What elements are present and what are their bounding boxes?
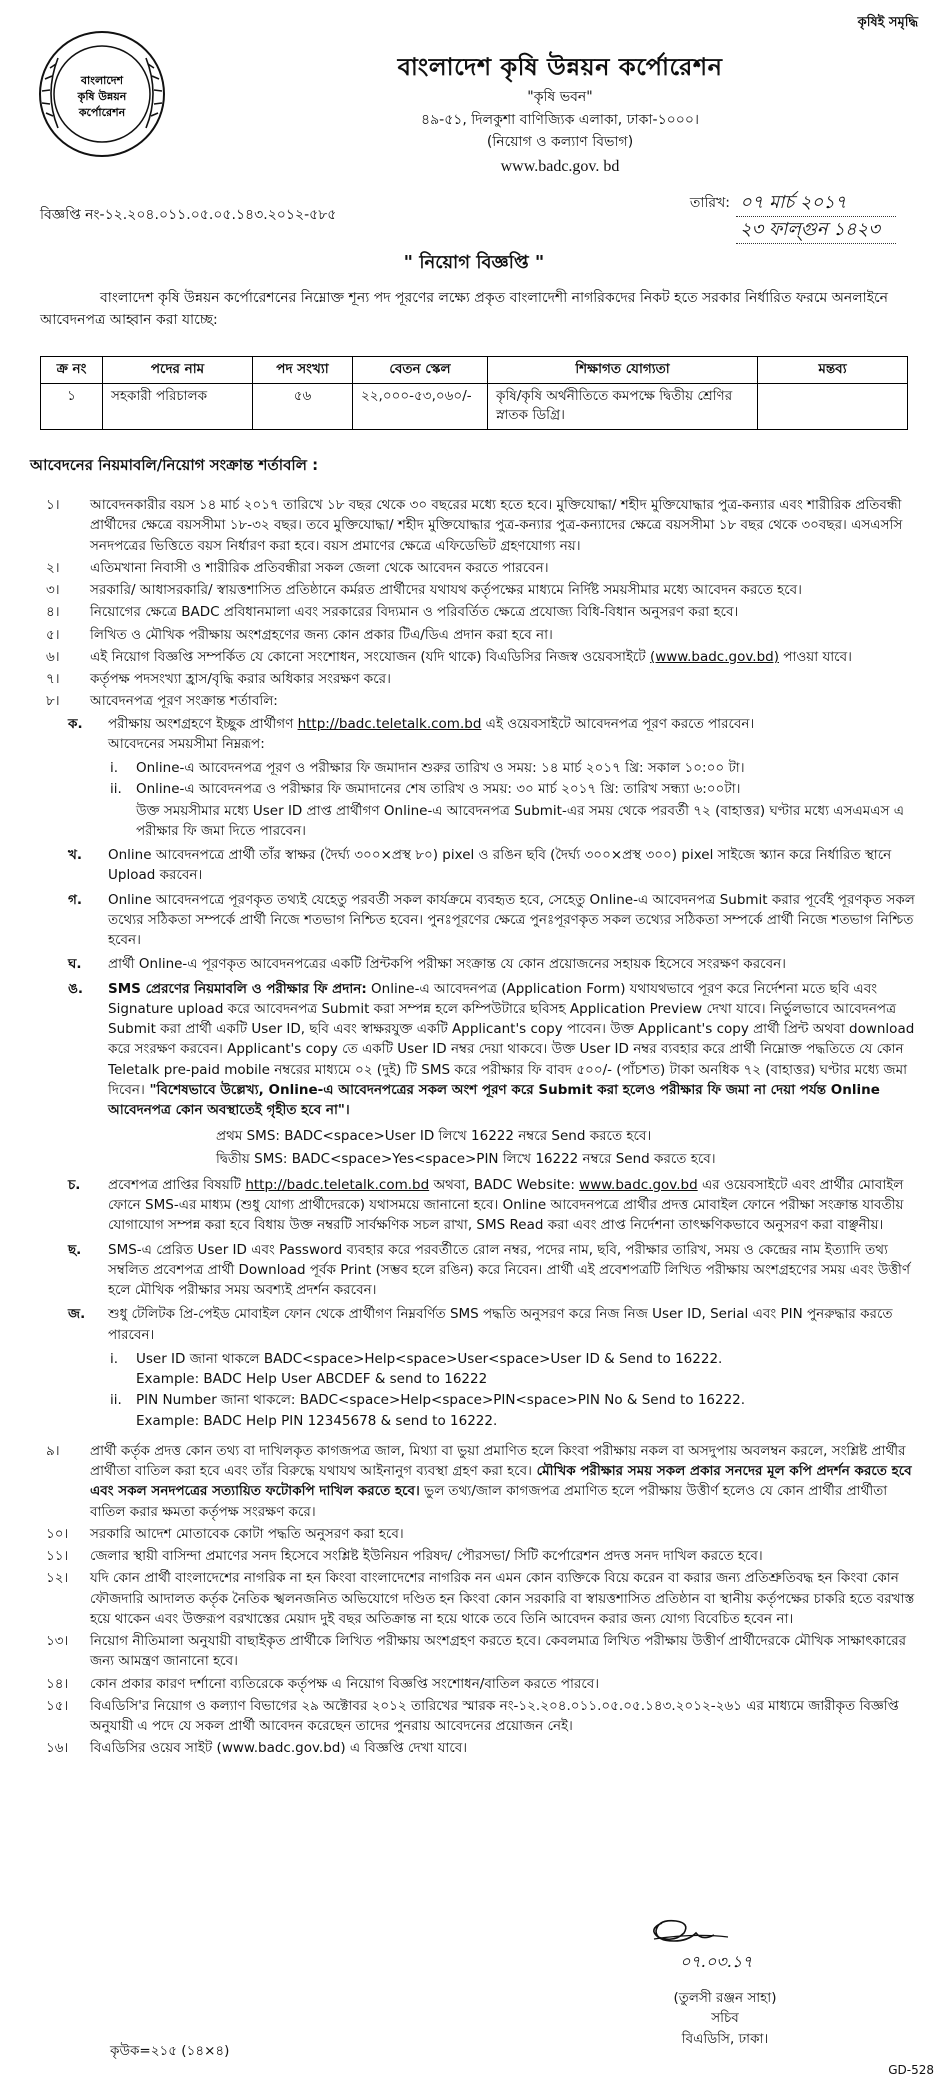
- sub-item: [30, 890, 918, 951]
- sub-item: [30, 1175, 918, 1236]
- badc-website-link[interactable]: www.badc.gov.bd: [579, 1176, 698, 1193]
- cell-sl: ১: [41, 383, 103, 429]
- recovery-example: Example: BADC Help PIN 12345678 & send to 16222.: [136, 1412, 498, 1429]
- rule-item: [30, 1738, 918, 1758]
- rule-number: ১২।: [46, 1570, 69, 1587]
- rule-number: ৮।: [46, 693, 60, 710]
- teletalk-link[interactable]: http://badc.teletalk.com.bd: [297, 715, 482, 732]
- sub-text: অথবা, BADC Website:: [429, 1176, 580, 1193]
- sub-text: Online আবেদনপত্রে প্রার্থী তাঁর স্বাক্ষর (দৈর্ঘ্য ৩০০×প্রস্থ ৮০) pixel ও রঙিন ছবি (দৈর্ঘ্য ৩০০×প্রস্থ ৩০০) pixel সাইজে স্ক্যান করে নির্ধারিত স্থানে Upload করবেন।: [108, 847, 892, 884]
- rule-text: প্রার্থী কর্তৃক প্রদত্ত কোন তথ্য বা দাখিলকৃত কাগজপত্র জাল, মিথ্যা বা ভুয়া প্রমাণিত হলে কিংবা পরীক্ষায় নকল বা অসদুপায় অবলম্বন করলে, সংশ্লিষ্ট প্রার্থীর প্রার্থীতা বাতিল করা হবে এবং তাঁর বিরুদ্ধে যথাযথ আইনানুগ ব্যবস্থা গ্রহণ করা হবে।: [90, 1442, 906, 1479]
- col-count: পদ সংখ্যা: [253, 357, 353, 384]
- rule-item: [30, 1696, 918, 1737]
- rule-item: [30, 1524, 918, 1544]
- schedule-note: [30, 801, 918, 842]
- rule-text: কর্তৃপক্ষ পদসংখ্যা হ্রাস/বৃদ্ধি করার অধিকার সংরক্ষণ করে।: [90, 671, 391, 687]
- sub-item: [30, 1304, 918, 1345]
- letterhead: [300, 48, 820, 179]
- rule-text: আবেদনপত্র পূরণ সংক্রান্ত শর্তাবলি:: [90, 693, 278, 710]
- rule-text: এতিমখানা নিবাসী ও শারীরিক প্রতিবন্ধীরা সকল জেলা থেকে আবেদন করতে পারবেন।: [90, 559, 549, 576]
- rule-text: পাওয়া যাবে।: [779, 648, 852, 665]
- seal-line-3: কর্পোরেশন: [78, 106, 126, 119]
- rule-number: ৯।: [46, 1442, 60, 1459]
- sub-text: আবেদনের সময়সীমা নিম্নরূপ:: [108, 735, 265, 752]
- rule-number: ৩।: [46, 582, 60, 598]
- rule-text: বিএডিসি'র নিয়োগ ও কল্যাণ বিভাগের ২৯ অক্টোবর ২০১২ তারিখের স্মারক নং-১২.২০৪.০১১.০৫.০৫.১৪৩.২০১২-২৬১ এর মাধ্যমে জারীকৃত বিজ্ঞপ্তি অনুযায়ী এ পদে যে সকল প্রার্থী আবেদন করেছেন তাদের পুনরায় আবেদনের প্রয়োজন নেই।: [90, 1697, 899, 1734]
- address: ৪৯-৫১, দিলকুশা বাণিজ্যিক এলাকা, ঢাকা-১০০০।: [420, 111, 699, 128]
- sub-text: Online আবেদনপত্রে পূরণকৃত তথ্যই যেহেতু পরবর্তী সকল কার্যক্রমে ব্যবহৃত হবে, সেহেতু Online-এ আবেদনপত্র Submit করার পূর্বেই পূরণকৃত সকল তথ্যের সঠিকতা সম্পর্কে প্রার্থী নিজে শতভাগ নিশ্চিত হবেন। পুনঃপূরণের ক্ষেত্রে পুনঃপূরণকৃত সকল তথ্যের সঠিকতা সম্পর্কে প্রার্থী নিজে শতভাগ নিশ্চিত হবেন।: [108, 891, 915, 948]
- rule-number: ১০।: [46, 1525, 69, 1542]
- rule-number: ২।: [46, 559, 60, 576]
- sub-item: [30, 714, 918, 755]
- col-remarks: মন্তব্য: [758, 357, 908, 384]
- rule-number: ৭।: [46, 671, 60, 687]
- sub-item: [30, 954, 918, 974]
- building-name: "কৃষি ভবন": [527, 89, 593, 106]
- sub-number: গ.: [68, 891, 82, 908]
- rule-text: এই নিয়োগ বিজ্ঞপ্তি সম্পর্কিত যে কোনো সংশোধন, সংযোজন (যদি থাকে) বিএডিসির নিজস্ব ওয়েবসাইটে: [90, 648, 650, 665]
- rule-item: [30, 1546, 918, 1566]
- recovery-example: Example: BADC Help User ABCDEF & send to 16222: [136, 1371, 488, 1387]
- recovery-text: PIN Number জানা থাকলে: BADC<space>Help<space>PIN<space>PIN No & Send to 16222.: [136, 1392, 746, 1409]
- rule-item: [30, 1674, 918, 1694]
- schedule-item: [30, 779, 918, 799]
- rule-number: ৪।: [46, 604, 60, 621]
- schedule-text: Online-এ আবেদনপত্র ও পরীক্ষার ফি জমাদানের শেষ তারিখ ও সময়: ৩০ মার্চ ২০১৭ খ্রি: তারিখ সন্ধ্যা ৬:০০টা।: [136, 781, 741, 798]
- rule-text: আবেদনকারীর বয়স ১৪ মার্চ ২০১৭ তারিখে ১৮ বছর থেকে ৩০ বছরের মধ্যে হতে হবে। মুক্তিযোদ্ধা/ শহীদ মুক্তিযোদ্ধার পুত্র-কন্যার এবং শারীরিক প্রতিবন্ধী প্রার্থীদের ক্ষেত্রে বয়সসীমা ১৮-৩২ বছর। তবে মুক্তিযোদ্ধা/ শহীদ মুক্তিযোদ্ধার পুত্র-কন্যার পুত্র-কন্যাদের ক্ষেত্রে বয়সসীমা ১৮ বছর থেকে ৩০বছর। এসএসসি সনদপত্রের ভিত্তিতে বয়স নির্ধারণ করা হবে। বয়স প্রমাণের ক্ষেত্রে এফিডেভিট গ্রহণযোগ্য নয়।: [90, 497, 903, 554]
- rule-text: নিয়োগের ক্ষেত্রে BADC প্রবিধানমালা এবং সরকারের বিদ্যমান ও পরিবর্তিত ক্ষেত্রে প্রযোজ্য বিধি-বিধান অনুসরণ করা হবে।: [90, 604, 739, 621]
- rule-item: [30, 1568, 918, 1629]
- reference-number: বিজ্ঞপ্তি নং-১২.২০৪.০১১.০৫.০৫.১৪৩.২০১২-৫৮৫: [40, 207, 337, 223]
- date-label: তারিখ:: [689, 195, 730, 212]
- rule-text: সরকারি/ আধাসরকারি/ স্বায়ত্তশাসিত প্রতিষ্ঠানে কর্মরত প্রার্থীদের যথাযথ কর্তৃপক্ষের মাধ্যমে নির্দিষ্ট সময়সীমার মধ্যে আবেদন করতে হবে।: [90, 582, 802, 598]
- recovery-number: i.: [110, 1350, 119, 1367]
- sms-instruction-1: প্রথম SMS: BADC<space>User ID লিখে 16222 নম্বরে Send করতে হবে।: [216, 1128, 652, 1145]
- schedule-note-text: উক্ত সময়সীমার মধ্যে User ID প্রাপ্ত প্রার্থীগণ Online-এ আবেদনপত্র Submit-এর সময় থেকে পরবর্তী ৭২ (বাহাত্তর) ঘণ্টার মধ্যে এসএমএস এ পরীক্ষার ফি জমা দিতে পারবেন।: [136, 802, 905, 839]
- sub-text: প্রবেশপত্র প্রাপ্তির বিষয়টি: [108, 1176, 246, 1193]
- sub-number: ছ.: [68, 1241, 82, 1258]
- col-sl: ক্র নং: [41, 357, 103, 384]
- signatory-block: [650, 1988, 800, 2049]
- date-gregorian: ০৭ মার্চ ২০১৭: [736, 190, 896, 217]
- sub-item: [30, 845, 918, 886]
- sub-item: [30, 1240, 918, 1301]
- rule-text: নিয়োগ নীতিমালা অনুযায়ী বাছাইকৃত প্রার্থীকে লিখিত পরীক্ষায় অংশগ্রহণ করতে হবে। কেবলমাত্র লিখিত পরীক্ষায় উত্তীর্ণ প্রার্থীদেরকে মৌখিক সাক্ষাৎকারের জন্য আমন্ত্রণ জানানো হবে।: [90, 1633, 907, 1670]
- rules-heading: আবেদনের নিয়মাবলি/নিয়োগ সংক্রান্ত শর্তাবলি :: [30, 456, 319, 474]
- rule-item: [30, 495, 918, 556]
- sub-number: খ.: [68, 847, 82, 863]
- sub-text: পরীক্ষায় অংশগ্রহণে ইচ্ছুক প্রার্থীগণ: [108, 715, 298, 732]
- sub-text: এর ওয়েবসাইটে এবং প্রার্থীর মোবাইল ফোনে SMS-এর মাধ্যম (শুধু যোগ্য প্রার্থীদেরকে) যথাসময়ে জানানো হবে। Online আবেদনপত্রে প্রার্থীর প্রদত্ত মোবাইল ফোনে পরীক্ষা সংক্রান্ত যাবতীয় যোগাযোগ সম্পন্ন করা হবে বিধায় উক্ত নম্বরটি সার্বক্ষণিক সচল রাখা, SMS Read করা এবং প্রাপ্ত নির্দেশনা তাৎক্ষণিকভাবে অনুসরণ করা বাঞ্ছনীয়।: [108, 1176, 904, 1234]
- rule-number: ৬।: [46, 648, 60, 665]
- recovery-item: [30, 1390, 918, 1431]
- sub-text: Online-এ আবেদনপত্র (Application Form) যথাযথভাবে পূরণ করে নির্দেশনা মতে ছবি এবং Signature upload করে আবেদনপত্র Submit করা সম্পন্ন হলে কম্পিউটারে ছবিসহ Application Preview দেখা যাবে। নির্ভুলভাবে আবেদনপত্র Submit করা প্রার্থী একটি User ID, ছবি এবং স্বাক্ষরযুক্ত একটি Applicant's copy পাবেন। উক্ত Applicant's copy প্রার্থী প্রিন্ট অথবা download করে সংরক্ষণ করবেন। Applicant's copy তে একটি User ID নম্বর দেয়া থাকবে। উক্ত User ID নম্বর ব্যবহার করে প্রার্থী নিম্নোক্ত পদ্ধতিতে যে কোন Teletalk pre-paid mobile নম্বরের মাধ্যমে ০২ (দুই) টি SMS করে পরীক্ষার ফি বাবদ ৫০০/- (পাঁচশত) টাকা অনধিক ৭২ (বাহাত্তর) ঘণ্টার মধ্যে জমা দিবেন।: [108, 980, 915, 1098]
- sub-text: শুধু টেলিটক প্রি-পেইড মোবাইল ফোন থেকে প্রার্থীগণ নিম্নবর্ণিত SMS পদ্ধতি অনুসরণ করে নিজ নিজ User ID, Serial এবং PIN পুনরুদ্ধার করতে পারবেন।: [108, 1306, 893, 1343]
- recovery-item: [30, 1349, 918, 1390]
- rule-text: কোন প্রকার কারণ দর্শানো ব্যতিরেকে কর্তৃপক্ষ এ নিয়োগ বিজ্ঞপ্তি সংশোধন/বাতিল করতে পারবে।: [90, 1675, 600, 1692]
- sub-text: প্রার্থী Online-এ পূরণকৃত আবেদনপত্রের একটি প্রিন্টকপি পরীক্ষা সংক্রান্ত যে কোন প্রয়োজনের সহায়ক হিসেবে সংরক্ষণ করবেন।: [108, 956, 786, 973]
- badc-seal-logo: [36, 28, 168, 160]
- rule-item: [30, 647, 918, 667]
- rule-number: ১৫।: [46, 1697, 69, 1714]
- rule-item: [30, 580, 918, 600]
- signature-date: ০৭.০৩.১৭: [680, 1952, 753, 1971]
- posts-table: [40, 356, 908, 430]
- cell-qualification: কৃষি/কৃষি অর্থনীতিতে কমপক্ষে দ্বিতীয় শ্রেণির স্নাতক ডিগ্রি।: [488, 383, 758, 429]
- sub-number: জ.: [68, 1306, 86, 1323]
- website: www.badc.gov. bd: [500, 157, 620, 175]
- rule-text: সরকারি আদেশ মোতাবেক কোটা পদ্ধতি অনুসরণ করা হবে।: [90, 1525, 404, 1542]
- cell-remarks: [758, 383, 908, 429]
- rule-number: ১৪।: [46, 1675, 69, 1692]
- sub-emphasis: "বিশেষভাবে উল্লেখ্য, Online-এ আবেদনপত্রের সকল অংশ পূরণ করে Submit করা হলেও পরীক্ষার ফি জমা না দেয়া পর্যন্ত Online আবেদনপত্র কোন অবস্থাতেই গৃহীত হবে না"।: [108, 1081, 880, 1118]
- rule-item: [30, 691, 918, 711]
- signatory-name: (তুলসী রঞ্জন সাহা): [673, 1990, 777, 2006]
- signatory-office: বিএডিসি, ঢাকা।: [681, 2030, 769, 2047]
- recovery-number: ii.: [110, 1392, 122, 1409]
- table-row: [41, 383, 908, 429]
- rule-item: [30, 1631, 918, 1672]
- sub-number: ক.: [68, 715, 83, 732]
- tally-code: কৃউক=২১৫ (১৪×৪): [110, 2043, 230, 2059]
- badc-website-link[interactable]: (www.badc.gov.bd): [649, 648, 779, 665]
- gd-number: GD-528: [888, 2063, 934, 2077]
- sub-text: এই ওয়েবসাইটে আবেদনপত্র পূরণ করতে পারবেন।: [481, 715, 755, 732]
- rule-text: বিএডিসির ওয়েব সাইট (www.badc.gov.bd) এ বিজ্ঞপ্তি দেখা যাবে।: [90, 1740, 468, 1757]
- sub-item: [30, 979, 918, 1121]
- signatory-title: সচিব: [711, 2010, 739, 2027]
- cell-count: ৫৬: [253, 383, 353, 429]
- sub-heading: SMS প্রেরণের নিয়মাবলি ও পরীক্ষার ফি প্রদান:: [108, 980, 367, 997]
- motto: কৃষিই সমৃদ্ধি: [857, 15, 918, 30]
- schedule-number: ii.: [110, 781, 122, 798]
- department: (নিয়োগ ও কল্যাণ বিভাগ): [486, 134, 634, 151]
- rule-text: ভুল তথ্য/জাল কাগজপত্র প্রমাণিত হলে পরীক্ষায় উত্তীর্ণ হলেও যে কোন প্রার্থীর প্রার্থীতা বাতিল করার ক্ষমতা কর্তৃপক্ষ সংরক্ষণ করে।: [90, 1483, 888, 1520]
- handwritten-signature: [640, 1905, 780, 1975]
- rule-number: ১।: [46, 497, 60, 513]
- col-scale: বেতন স্কেল: [353, 357, 488, 384]
- seal-line-1: বাংলাদেশ: [80, 74, 124, 87]
- rule-item: [30, 669, 918, 689]
- date-block: [690, 190, 896, 244]
- rule-text: লিখিত ও মৌখিক পরীক্ষায় অংশগ্রহণের জন্য কোন প্রকার টিএ/ডিএ প্রদান করা হবে না।: [90, 626, 553, 643]
- date-bangla: ২৩ ফাল্গুন ১৪২৩: [736, 217, 896, 244]
- cell-scale: ২২,০০০-৫৩,০৬০/-: [353, 383, 488, 429]
- sub-number: ঙ.: [68, 980, 84, 997]
- intro-paragraph: বাংলাদেশ কৃষি উন্নয়ন কর্পোরেশনের নিম্নোক্ত শূন্য পদ পূরণের লক্ষ্যে প্রকৃত বাংলাদেশী নাগরিকদের নিকট হতে সরকার নির্ধারিত ফরমে অনলাইনে আবেদনপত্র আহ্বান করা যাচ্ছে:: [40, 290, 888, 328]
- sub-number: চ.: [68, 1176, 81, 1193]
- teletalk-link[interactable]: http://badc.teletalk.com.bd: [245, 1176, 430, 1193]
- schedule-number: i.: [110, 760, 119, 776]
- schedule-item: [30, 758, 918, 778]
- recovery-text: User ID জানা থাকলে BADC<space>Help<space>User<space>User ID & Send to 16222.: [136, 1350, 723, 1367]
- sub-text: SMS-এ প্রেরিত User ID এবং Password ব্যবহার করে পরবর্তীতে রোল নম্বর, পদের নাম, ছবি, পরীক্ষার তারিখ, সময় ও কেন্দ্রের নাম ইত্যাদি তথ্য সম্বলিত প্রবেশপত্র প্রার্থী Download পূর্বক Print (সম্ভব হলে রঙিন) করে নিবেন। প্রার্থী এই প্রবেশপত্রটি লিখিত পরীক্ষায় অংশগ্রহণের সময় এবং উত্তীর্ণ হলে মৌখিক পরীক্ষার সময় অবশ্যই প্রদর্শন করবেন।: [108, 1241, 911, 1298]
- col-post: পদের নাম: [103, 357, 253, 384]
- rules-list: [30, 495, 918, 1761]
- seal-line-2: কৃষি উন্নয়ন: [77, 90, 127, 103]
- rule-number: ৫।: [46, 626, 60, 643]
- table-header-row: [41, 357, 908, 384]
- col-qualification: শিক্ষাগত যোগ্যতা: [488, 357, 758, 384]
- rule-emphasis: মৌখিক পরীক্ষার সময় সকল প্রকার সনদের মূল কপি প্রদর্শন করতে হবে এবং সকল সনদপত্রের সত্যায়িত ফটোকপি দাখিল করতে হবে।: [90, 1463, 912, 1500]
- rule-item: [30, 602, 918, 622]
- rule-text: জেলার স্থায়ী বাসিন্দা প্রমাণের সনদ হিসেবে সংশ্লিষ্ট ইউনিয়ন পরিষদ/ পৌরসভা/ সিটি কর্পোরেশন প্রদত্ত সনদ দাখিল করতে হবে।: [90, 1548, 763, 1564]
- org-name: বাংলাদেশ কৃষি উন্নয়ন কর্পোরেশন: [397, 53, 723, 81]
- rule-number: ১১।: [46, 1548, 69, 1564]
- rule-number: ১৬।: [46, 1740, 69, 1757]
- rule-item: [30, 1441, 918, 1522]
- rule-item: [30, 558, 918, 578]
- rule-number: ১৩।: [46, 1633, 69, 1649]
- schedule-text: Online-এ আবেদনপত্র পূরণ ও পরীক্ষার ফি জমাদান শুরুর তারিখ ও সময়: ১৪ মার্চ ২০১৭ খ্রি: সকাল ১০:০০ টা।: [136, 760, 745, 776]
- rule-text: যদি কোন প্রার্থী বাংলাদেশের নাগরিক না হন কিংবা বাংলাদেশের নাগরিক নন এমন কোন ব্যক্তিকে বিয়ে করেন বা করার জন্য প্রতিশ্রুতিবদ্ধ হন কিংবা কোন ফৌজদারি আদালত কর্তৃক নৈতিক স্খলনজনিত অভিযোগে দণ্ডিত হন কিংবা কোন সরকারি বা স্বায়ত্তশাসিত প্রতিষ্ঠান বা স্থানীয় কর্তৃপক্ষের চাকরি হতে বরখাস্ত হয়ে থাকেন এবং উক্তরূপ বরখাস্তের মেয়াদ দুই বছর অতিক্রান্ত না হয়ে থাকে তবে তিনি আবেদন করার জন্য যোগ্য বিবেচিত হবেন না।: [90, 1570, 915, 1627]
- sms-instruction-2: দ্বিতীয় SMS: BADC<space>Yes<space>PIN লিখে 16222 নম্বরে Send করতে হবে।: [216, 1150, 716, 1167]
- rule-item: [30, 625, 918, 645]
- page-title: " নিয়োগ বিজ্ঞপ্তি ": [403, 252, 545, 273]
- sub-number: ঘ.: [68, 956, 82, 973]
- cell-post: সহকারী পরিচালক: [103, 383, 253, 429]
